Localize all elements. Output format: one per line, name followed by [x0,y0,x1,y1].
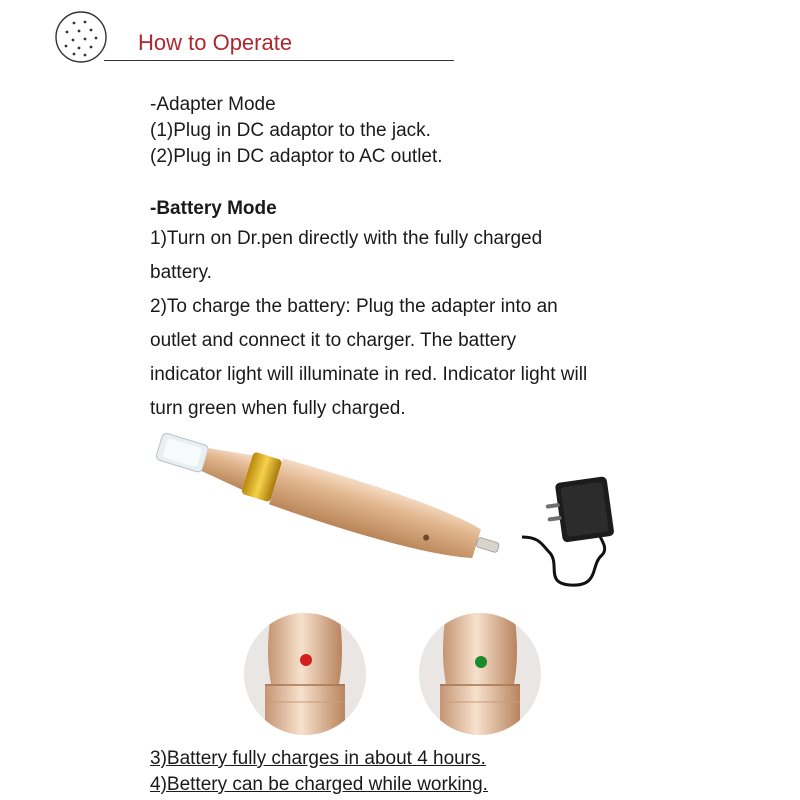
battery-line-2: battery. [150,262,212,283]
dermapen-with-adapter-image [150,425,620,600]
red-indicator-image [243,612,367,736]
green-indicator-image [418,612,542,736]
adapter-mode-section [150,92,443,170]
header-divider [104,60,454,61]
page-title: How to Operate [138,30,293,55]
needle-dots-icon [54,10,108,64]
battery-line-5: indicator light will illuminate in red. Indicator light will [150,364,588,385]
battery-mode-section [150,196,587,426]
battery-mode-heading: -Battery Mode [150,198,277,219]
battery-line-1: 1)Turn on Dr.pen directly with the fully charged [150,228,543,249]
green-indicator-light [475,656,487,668]
battery-line-4: outlet and connect it to charger. The battery [150,330,517,351]
footer-note-2: 4)Bettery can be charged while working. [150,774,488,795]
footer-note-1: 3)Battery fully charges in about 4 hours. [150,748,486,769]
adapter-step-2: (2)Plug in DC adaptor to AC outlet. [150,146,443,167]
battery-line-3: 2)To charge the battery: Plug the adapter into an [150,296,558,317]
battery-line-6: turn green when fully charged. [150,398,406,419]
red-indicator-light [300,654,312,666]
adapter-step-1: (1)Plug in DC adaptor to the jack. [150,120,431,141]
adapter-mode-heading: -Adapter Mode [150,94,276,115]
